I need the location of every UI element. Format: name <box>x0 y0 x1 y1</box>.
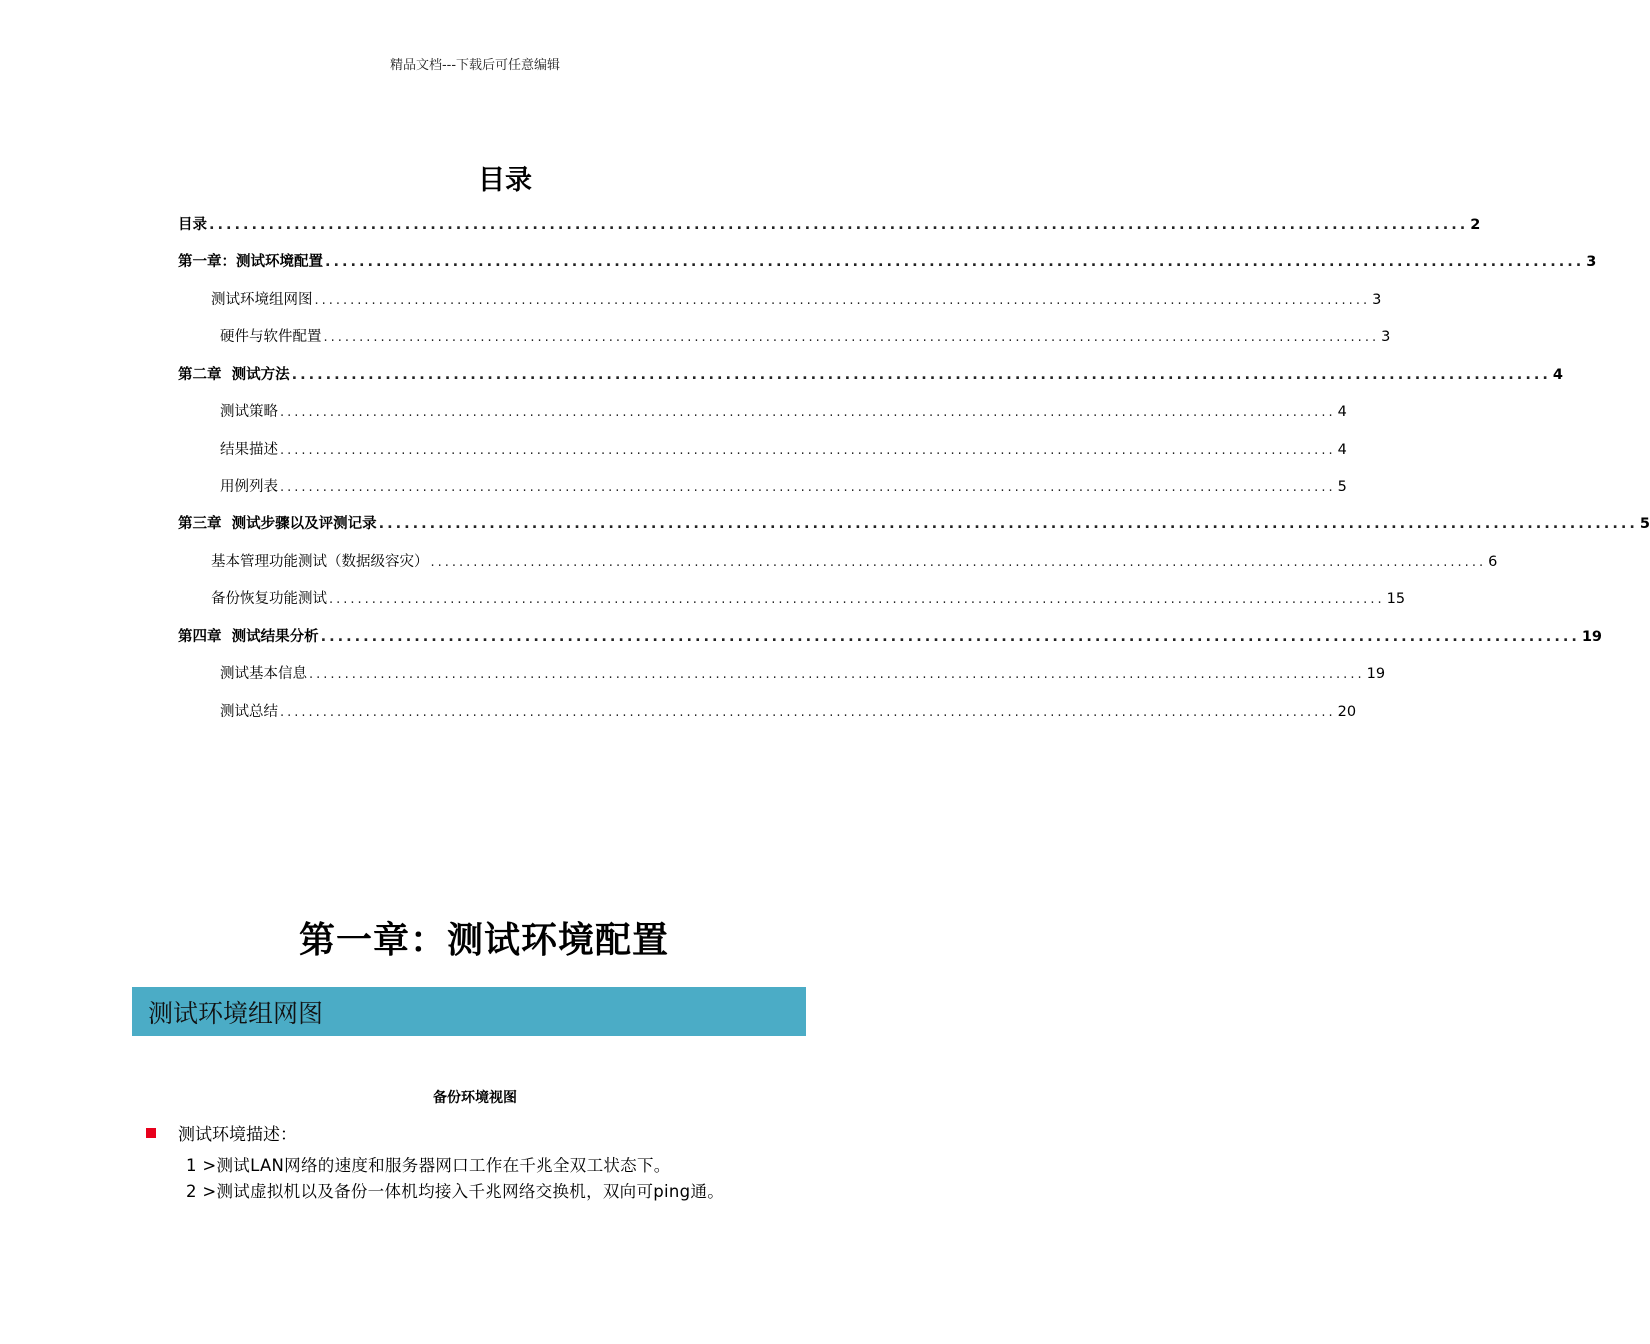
page-header: 精品文档---下载后可任意编辑 <box>389 58 561 73</box>
toc-entry-page: 19 <box>1581 629 1603 645</box>
toc-title: 目录 <box>478 165 532 196</box>
toc-entry[interactable] <box>178 512 1650 536</box>
toc-entry-page: 4 <box>1337 442 1347 458</box>
toc-leader-dots: .................................................................................................................................................... <box>314 293 1371 308</box>
toc-entry-label: 用例列表 <box>220 479 278 495</box>
toc-leader-dots: .................................................................................................................................................... <box>378 516 1638 532</box>
toc-entry-page: 3 <box>1372 292 1382 308</box>
toc-entry[interactable] <box>220 400 1347 424</box>
section-heading-bar <box>132 987 806 1036</box>
toc-leader-dots: .................................................................................................................................................... <box>323 330 1380 345</box>
toc-leader-dots: .................................................................................................................................................... <box>329 592 1385 607</box>
toc-entry-label: 备份恢复功能测试 <box>211 591 327 607</box>
toc-entry-page: 4 <box>1337 404 1347 420</box>
toc-entry-label: 第一章：测试环境配置 <box>178 254 323 270</box>
toc-entry-page: 5 <box>1639 516 1650 532</box>
toc-entry[interactable] <box>211 587 1406 611</box>
toc-leader-dots: .................................................................................................................................................... <box>280 480 1336 495</box>
description-item: 1 >测试LAN网络的速度和服务器网口工作在千兆全双工状态下。 <box>186 1156 671 1175</box>
toc-entry-label: 测试总结 <box>220 704 278 720</box>
toc-entry-label: 第三章 测试步骤以及评测记录 <box>178 516 377 532</box>
toc-entry-page: 5 <box>1337 479 1347 495</box>
toc-entry[interactable] <box>220 700 1357 724</box>
toc-entry-label: 测试环境组网图 <box>211 292 313 308</box>
toc-entry-label: 结果描述 <box>220 442 278 458</box>
toc-leader-dots: .................................................................................................................................................... <box>430 555 1487 570</box>
toc-entry-page: 3 <box>1586 254 1597 270</box>
toc-leader-dots: .................................................................................................................................................... <box>309 667 1365 682</box>
toc-entry-page: 15 <box>1386 591 1406 607</box>
toc-entry-page: 6 <box>1488 554 1498 570</box>
toc-entry-page: 4 <box>1552 367 1563 383</box>
figure-caption: 备份环境视图 <box>433 1090 517 1106</box>
toc-leader-dots: .................................................................................................................................................... <box>280 705 1336 720</box>
toc-leader-dots: .................................................................................................................................................... <box>209 217 1469 233</box>
toc-entry-label: 目录 <box>178 217 207 233</box>
toc-entry-label: 硬件与软件配置 <box>220 329 322 345</box>
toc-entry[interactable] <box>211 288 1382 312</box>
toc-leader-dots: .................................................................................................................................................... <box>280 443 1336 458</box>
toc-entry[interactable] <box>211 550 1498 574</box>
chapter-title: 第一章：测试环境配置 <box>298 920 669 961</box>
section-title: 测试环境组网图 <box>148 998 324 1028</box>
toc-entry-label: 第二章 测试方法 <box>178 367 290 383</box>
toc-entry[interactable] <box>220 662 1386 686</box>
toc-leader-dots: .................................................................................................................................................... <box>320 629 1580 645</box>
square-bullet-icon <box>146 1128 156 1138</box>
toc-entry-label: 测试策略 <box>220 404 278 420</box>
toc-entry-label: 基本管理功能测试（数据级容灾） <box>211 554 429 570</box>
toc-entry-page: 2 <box>1470 217 1481 233</box>
toc-entry[interactable] <box>178 363 1563 387</box>
toc-entry[interactable] <box>178 213 1481 237</box>
bullet-text: 测试环境描述： <box>178 1125 297 1145</box>
toc-entry-page: 20 <box>1337 704 1357 720</box>
toc-entry-label: 测试基本信息 <box>220 666 307 682</box>
toc-leader-dots: .................................................................................................................................................... <box>280 405 1336 420</box>
toc-entry[interactable] <box>220 325 1391 349</box>
toc-entry[interactable] <box>178 250 1597 274</box>
toc-entry[interactable] <box>220 475 1347 499</box>
toc-entry-page: 3 <box>1381 329 1391 345</box>
toc-entry[interactable] <box>220 438 1347 462</box>
description-item: 2 >测试虚拟机以及备份一体机均接入千兆网络交换机，双向可ping通。 <box>186 1182 725 1201</box>
bullet-item <box>146 1120 297 1145</box>
toc-leader-dots: .................................................................................................................................................... <box>325 254 1585 270</box>
toc-entry[interactable] <box>178 625 1603 649</box>
toc-entry-page: 19 <box>1366 666 1386 682</box>
toc-entry-label: 第四章 测试结果分析 <box>178 629 319 645</box>
toc-leader-dots: .................................................................................................................................................... <box>291 367 1551 383</box>
